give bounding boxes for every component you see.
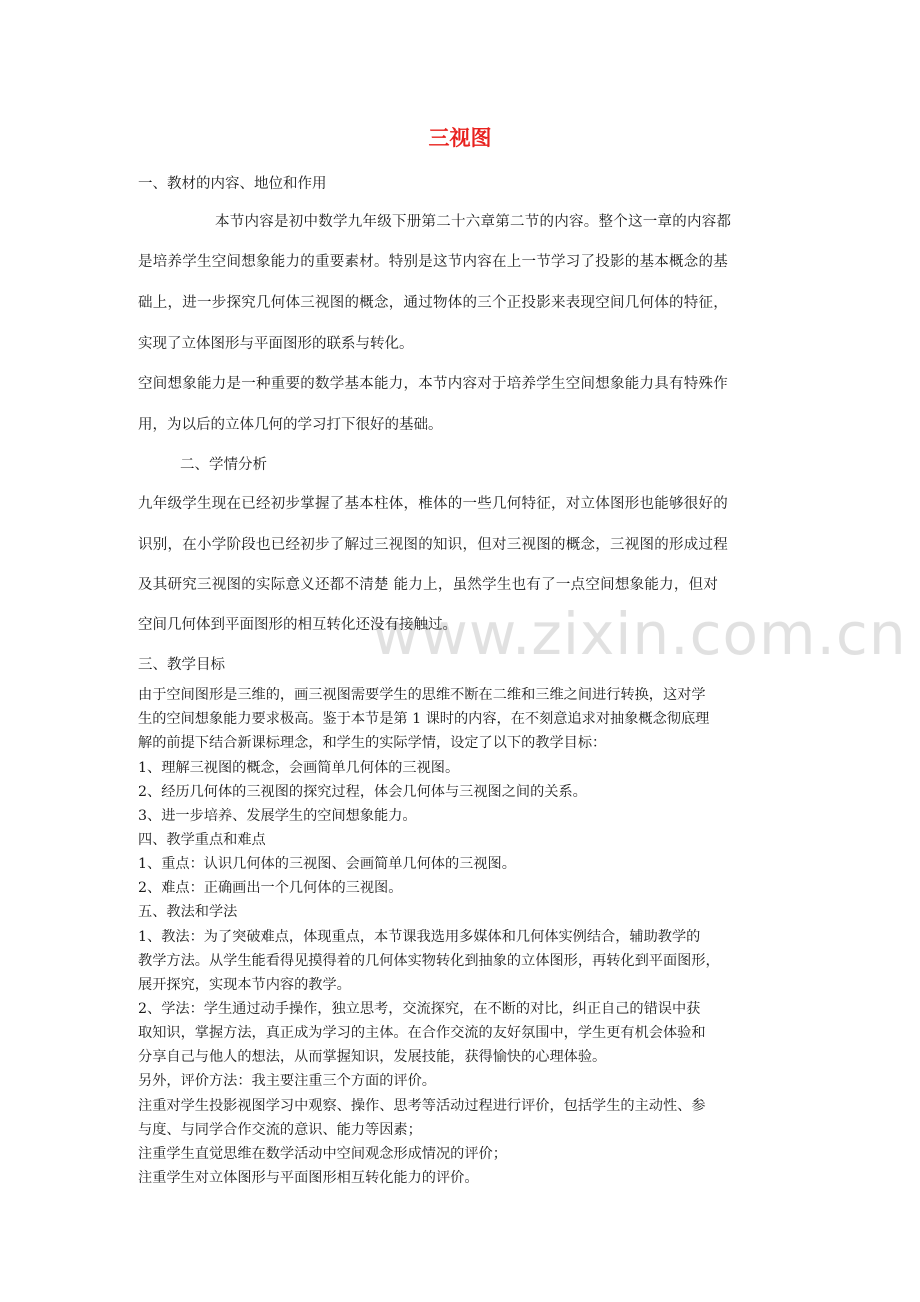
section-3-goal-3: 3、进一步培养、发展学生的空间想象能力。 xyxy=(138,808,417,824)
section-1-para-1-line-2: 是培养学生空间想象能力的重要素材。特别是这节内容在上一节学习了投影的基本概念的基 xyxy=(138,254,728,270)
section-2-heading: 二、学情分析 xyxy=(180,457,267,473)
document-title: 三视图 xyxy=(428,126,492,150)
section-3-heading: 三、教学目标 xyxy=(138,657,225,673)
section-5-evaluation-3: 注重学生对立体图形与平面图形相互转化能力的评价。 xyxy=(138,1170,479,1186)
section-5-evaluation-2: 注重学生直觉思维在数学活动中空间观念形成情况的评价； xyxy=(138,1146,507,1162)
section-2-line-4: 空间几何体到平面图形的相互转化还没有接触过。 xyxy=(138,617,457,633)
section-5-evaluation-1-line-2: 与度、与同学合作交流的意识、能力等因素； xyxy=(138,1122,422,1138)
section-1-heading: 一、教材的内容、地位和作用 xyxy=(138,176,327,192)
section-2-line-1: 九年级学生现在已经初步掌握了基本柱体，椎体的一些几何特征，对立体图形也能够很好的 xyxy=(138,496,728,512)
section-4-line-1: 1、重点：认识几何体的三视图、会画简单几何体的三视图。 xyxy=(138,856,516,872)
section-5-method-1-line-1: 1、教法：为了突破难点，体现重点，本节课我选用多媒体和几何体实例结合，辅助教学的 xyxy=(138,929,701,945)
section-1-para-1-line-3: 础上，进一步探究几何体三视图的概念，通过物体的三个正投影来表现空间几何体的特征， xyxy=(138,295,728,311)
section-3-line-2: 生的空间想象能力要求极高。鉴于本节是第 1 课时的内容，在不刻意追求对抽象概念彻底理 xyxy=(138,711,710,727)
section-2-line-3: 及其研究三视图的实际意义还都不清楚 能力上，虽然学生也有了一点空间想象能力，但对 xyxy=(138,577,719,593)
section-4-line-2: 2、难点：正确画出一个几何体的三视图。 xyxy=(138,880,403,896)
section-5-method-1-line-3: 展开探究，实现本节内容的教学。 xyxy=(138,977,351,993)
section-1-para-1-line-1: 本节内容是初中数学九年级下册第二十六章第二节的内容。整个这一章的内容都 xyxy=(215,214,732,230)
section-4-heading: 四、教学重点和难点 xyxy=(138,832,266,848)
watermark: www.zixin.com.cn xyxy=(372,600,907,668)
section-5-heading: 五、教法和学法 xyxy=(138,904,238,920)
section-5-method-1-line-2: 教学方法。从学生能看得见摸得着的几何体实物转化到抽象的立体图形，再转化到平面图形， xyxy=(138,953,720,969)
section-2-line-2: 识别，在小学阶段也已经初步了解过三视图的知识，但对三视图的概念，三视图的形成过程 xyxy=(138,537,728,553)
section-1-para-2-line-2: 用，为以后的立体几何的学习打下很好的基础。 xyxy=(138,417,443,433)
section-3-goal-2: 2、经历几何体的三视图的探究过程，体会几何体与三视图之间的关系。 xyxy=(138,784,587,800)
section-5-method-2-line-2: 取知识，掌握方法，真正成为学习的主体。在合作交流的友好氛围中，学生更有机会体验和 xyxy=(138,1025,706,1041)
section-3-goal-1: 1、理解三视图的概念，会画简单几何体的三视图。 xyxy=(138,760,460,776)
section-3-line-3: 解的前提下结合新课标理念，和学生的实际学情，设定了以下的教学目标： xyxy=(138,735,607,751)
section-1-para-2-line-1: 空间想象能力是一种重要的数学基本能力，本节内容对于培养学生空间想象能力具有特殊作 xyxy=(138,376,728,392)
section-5-evaluation-intro: 另外，评价方法：我主要注重三个方面的评价。 xyxy=(138,1073,436,1089)
section-3-line-1: 由于空间图形是三维的，画三视图需要学生的思维不断在二维和三维之间进行转换，这对学 xyxy=(138,687,706,703)
section-5-evaluation-1-line-1: 注重对学生投影视图学习中观察、操作、思考等活动过程进行评价，包括学生的主动性、参 xyxy=(138,1098,706,1114)
section-1-para-1-line-4: 实现了立体图形与平面图形的联系与转化。 xyxy=(138,336,414,352)
section-5-method-2-line-1: 2、学法：学生通过动手操作，独立思考，交流探究，在不断的对比，纠正自己的错误中获 xyxy=(138,1001,701,1017)
section-5-method-2-line-3: 分享自己与他人的想法，从而掌握知识，发展技能，获得愉快的心理体验。 xyxy=(138,1049,607,1065)
